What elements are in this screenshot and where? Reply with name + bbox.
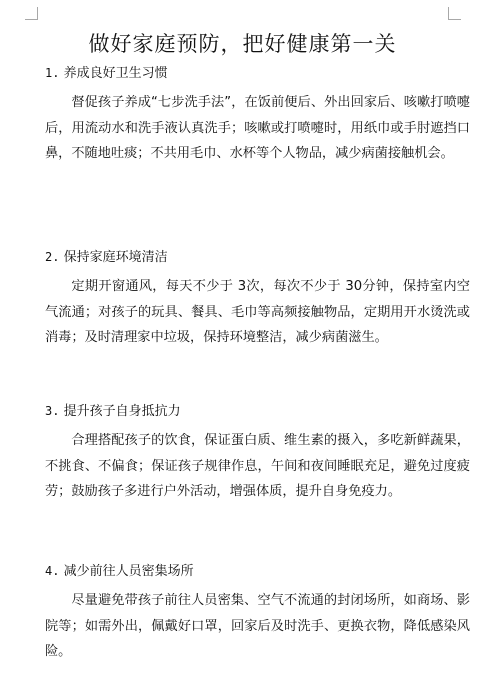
section-number: 1.: [45, 66, 60, 80]
section-heading-text: 养成良好卫生习惯: [63, 66, 168, 81]
section-heading-text: 提升孩子自身抵抗力: [63, 404, 181, 419]
section-paragraph: 督促孩子养成“七步洗手法”，在饭前便后、外出回家后、咳嗽打喷嚏后，用流动水和洗手液认真洗手；咳嗽或打喷嚏时，用纸巾或手肘遮挡口鼻，不随地吐痰；不共用毛巾、水杯等个人物品，减少病菌接触机会。: [45, 95, 470, 162]
section-number: 4.: [45, 564, 60, 578]
section-heading-text: 减少前往人员密集场所: [63, 564, 194, 579]
section-paragraph: 定期开窗通风，每天不少于 3次，每次不少于 30分钟，保持室内空气流通；对孩子的玩具、餐具、毛巾等高频接触物品，定期用开水烫洗或消毒；及时清理家中垃圾，保持环境整洁，减少病菌滋生。: [45, 279, 470, 346]
margin-corner-mark-right: [448, 7, 461, 20]
document-title: 做好家庭预防，把好健康第一关: [88, 32, 397, 56]
section-heading: [45, 248, 470, 266]
section-paragraph: 尽量避免带孩子前往人员密集、空气不流通的封闭场所，如商场、影院等；如需外出，佩戴好口罩，回家后及时洗手、更换衣物，降低感染风险。: [45, 593, 470, 660]
section-paragraph: 合理搭配孩子的饮食，保证蛋白质、维生素的摄入，多吃新鲜蔬果，不挑食、不偏食；保证孩子规律作息，午间和夜间睡眠充足，避免过度疲劳；鼓励孩子多进行户外活动，增强体质，提升自身免疫力。: [45, 433, 470, 500]
section-number: 2.: [45, 250, 60, 264]
section-heading: [45, 562, 470, 580]
section-hygiene: [45, 64, 470, 167]
section-crowded-places: [45, 562, 470, 665]
margin-corner-mark-left: [25, 7, 38, 20]
section-immunity: [45, 402, 470, 505]
section-number: 3.: [45, 404, 60, 418]
section-home-environment: [45, 248, 470, 351]
section-heading-text: 保持家庭环境清洁: [63, 250, 168, 265]
section-heading: [45, 402, 470, 420]
section-heading: [45, 64, 470, 82]
